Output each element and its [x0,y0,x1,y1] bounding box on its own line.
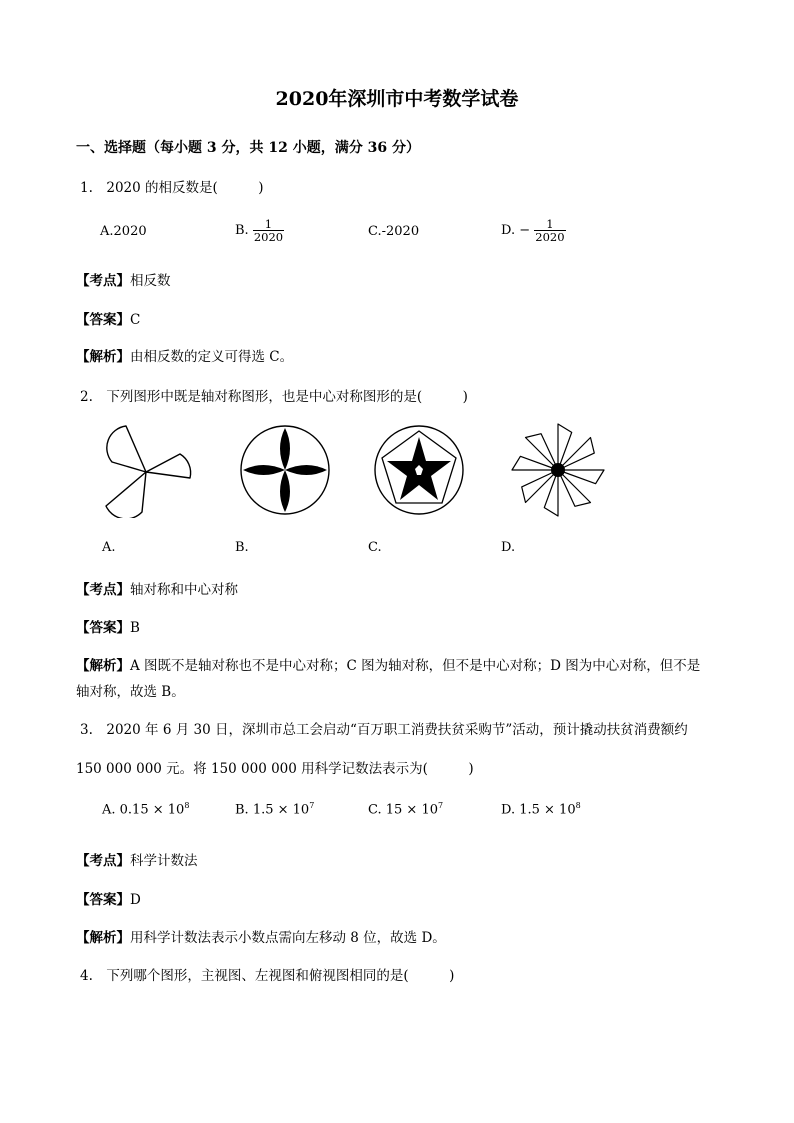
q2-jiexi-label: 【解析】 [76,658,130,674]
figure-c-star-pentagon-circle-image [372,423,466,517]
question-1-stem: 1. 2020 的相反数是( ) [80,180,264,196]
q3-kaodian [76,849,198,869]
question-3-stem-line2: 150 000 000 元。将 150 000 000 用科学记数法表示为( ) [76,761,474,777]
q1-jiexi-text: 由相反数的定义可得选 C。 [130,349,294,365]
q1-jiexi [76,345,293,365]
q1-option-b-numerator: 1 [264,217,273,231]
q1-option-b [235,218,284,243]
q2-jiexi-text-line1: A 图既不是轴对称也不是中心对称；C 图为轴对称，但不是中心对称；D 图为中心对称，但不是 [130,658,701,674]
q1-kaodian [76,269,171,289]
q1-jiexi-label: 【解析】 [76,349,130,365]
q2-option-c: C. [368,540,382,555]
q2-option-d: D. [501,540,516,555]
q2-daan [76,616,140,636]
q1-daan [76,308,140,328]
q1-option-b-fraction [253,218,284,243]
q3-option-d [501,801,581,817]
q3-option-c-base: C. 15 × 10 [368,802,438,818]
q3-jiexi [76,926,446,946]
question-2-stem: 2. 下列图形中既是轴对称图形，也是中心对称图形的是( ) [80,389,468,405]
q1-option-c: C.-2020 [368,224,420,239]
figure-b-four-petal-circle-image [238,423,332,517]
q1-kaodian-label: 【考点】 [76,273,130,289]
q3-option-b-base: B. 1.5 × 10 [235,802,310,818]
q3-option-d-base: D. 1.5 × 10 [501,802,576,818]
q3-option-a-exponent: 8 [184,801,190,810]
figure-a-pinwheel-image [98,422,194,518]
q2-daan-text: B [130,620,140,636]
question-4-stem: 4. 下列哪个图形，主视图、左视图和俯视图相同的是( ) [80,968,455,984]
q3-option-c-exponent: 7 [438,801,444,810]
q1-option-b-prefix: B. [235,223,249,238]
q3-option-d-exponent: 8 [575,801,581,810]
q1-option-d-fraction [534,218,565,243]
q2-option-a: A. [102,540,116,555]
q2-jiexi-line2: 轴对称，故选 B。 [76,684,185,700]
q3-kaodian-text: 科学计数法 [130,853,198,869]
q1-option-a: A.2020 [100,224,147,239]
q1-daan-text: C [130,312,141,328]
figure-d-eight-blade-pinwheel-image [508,420,608,520]
q2-kaodian-text: 轴对称和中心对称 [130,582,238,598]
q1-option-d [501,218,566,243]
q2-daan-label: 【答案】 [76,620,130,636]
question-3-stem-line1: 3. 2020 年 6 月 30 日，深圳市总工会启动“百万职工消费扶贫采购节”活动，预计撬动扶贫消费额约 [80,722,688,738]
q1-option-d-numerator: 1 [546,217,554,231]
q1-option-d-denominator: 2020 [535,230,565,244]
q2-option-b: B. [235,540,249,555]
q3-option-b-exponent: 7 [309,801,315,810]
q3-option-a [102,801,189,817]
q2-jiexi [76,654,700,674]
q3-option-b [235,801,314,817]
q1-daan-label: 【答案】 [76,312,130,328]
q3-jiexi-label: 【解析】 [76,930,130,946]
q3-kaodian-label: 【考点】 [76,853,130,869]
q3-option-c [368,801,443,817]
q1-option-b-denominator: 2020 [253,230,284,244]
q3-daan-label: 【答案】 [76,892,130,908]
q3-jiexi-text: 用科学计数法表示小数点需向左移动 8 位，故选 D。 [130,930,446,946]
q3-option-a-base: A. 0.15 × 10 [102,802,185,818]
q2-kaodian-label: 【考点】 [76,582,130,598]
q3-daan [76,888,141,908]
q1-option-d-prefix: D. − [501,223,531,238]
q1-kaodian-text: 相反数 [130,273,171,289]
q3-daan-text: D [130,892,141,908]
q2-kaodian [76,578,238,598]
section-heading: 一、选择题（每小题 3 分，共 12 小题，满分 36 分） [76,140,420,156]
page-title: 2020年深圳市中考数学试卷 [275,88,519,110]
